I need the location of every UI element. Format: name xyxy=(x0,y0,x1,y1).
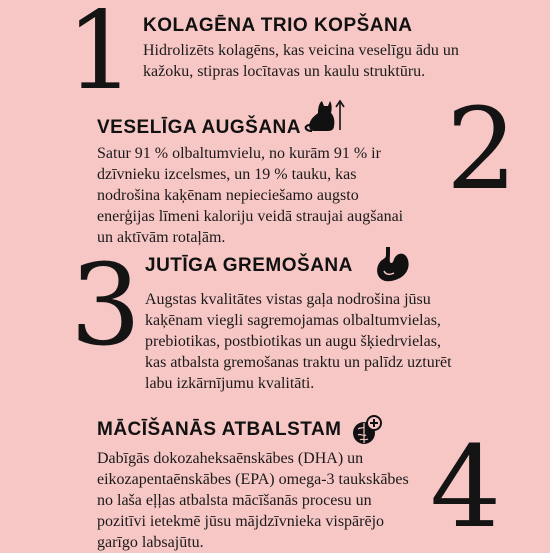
brain-plus-icon xyxy=(350,415,382,447)
section-text-1: Hidrolizēts kolagēns, kas veicina veselīgu ādu un kažoku, stipras locītavas un kaulu struktūru. xyxy=(143,42,459,80)
section-text-4: Dabīgās dokozaheksaēnskābes (DHA) un eikozapentaēnskābes (EPA) omega-3 taukskābes no laša eļļas atbalsta mācīšanās procesu un pozitīvi ietekmē jūsu mājdzīvnieka vispārējo garīgo labsajūtu. xyxy=(97,450,409,551)
section-number-4: 4 xyxy=(430,423,502,553)
section-heading-3: JUTĪGA GREMOŠANA xyxy=(145,255,353,276)
section-text-2: Satur 91 % olbaltumvielu, no kurām 91 % ir dzīvnieku izcelsmes, un 19 % tauku, kas nodrošina kaķēnam nepieciešamo augsto enerģijas līmeni kaloriju veidā straujai augšanai un aktīvām rotaļām. xyxy=(97,145,404,246)
cat-growth-icon xyxy=(304,97,346,133)
section-number-2: 2 xyxy=(446,85,518,215)
section-heading-1: KOLAGĒNA TRIO KOPŠANA xyxy=(143,15,413,36)
section-heading-2: VESELĪGA AUGŠANA xyxy=(97,117,302,138)
section-heading-4: MĀCĪŠANĀS ATBALSTAM xyxy=(97,419,342,440)
section-text-3: Augstas kvalitātes vistas gaļa nodrošina jūsu kaķēnam viegli sagremojamas olbaltumvielas, prebiotikas, postbiotikas un augu šķiedrvielas, kas atbalsta gremošanas traktu un palīdz uzturēt labu izkārnījumu kvalitāti. xyxy=(145,291,452,392)
section-number-3: 3 xyxy=(70,241,142,371)
stomach-icon xyxy=(372,245,412,283)
section-number-1: 1 xyxy=(66,0,135,114)
